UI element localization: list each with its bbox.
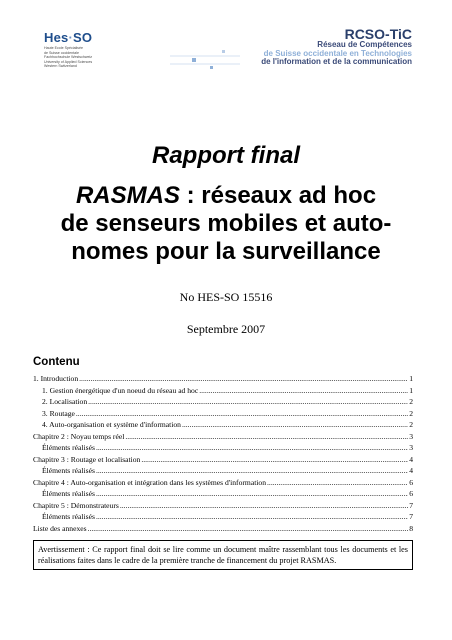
toc-dot-leader	[79, 374, 408, 383]
toc-entry-title: Éléments réalisés	[42, 512, 95, 521]
toc-entry[interactable]	[33, 466, 413, 478]
toc-dot-leader	[96, 466, 408, 475]
toc-dot-leader	[120, 501, 408, 510]
rcso-tic-line-2: de Suisse occidentale en Technologies	[263, 48, 412, 58]
toc-entry-title: Chapitre 4 : Auto-organisation et intégration dans les systèmes d'information	[33, 477, 267, 487]
toc-entry-title: Liste des annexes	[33, 523, 87, 533]
notice-box: Avertissement : Ce rapport final doit se lire comme un document maître rassemblant tous les documents et les réalisations faites dans le cadre de la première tranche de financement du projet RASMAS.	[33, 540, 413, 570]
toc-entry-page: 3	[409, 443, 413, 452]
toc-entry-page: 7	[409, 512, 413, 521]
toc-dot-leader	[267, 478, 408, 487]
toc-entry[interactable]	[33, 455, 413, 467]
toc-entry-title: 1. Gestion énergétique d'un noeud du réseau ad hoc	[42, 385, 199, 395]
toc-dot-leader	[182, 420, 408, 429]
toc-entry-page: 1	[409, 385, 413, 395]
toc-heading: Contenu	[33, 356, 80, 368]
toc-entry-title: Éléments réalisés	[42, 466, 95, 475]
table-of-contents	[33, 374, 413, 535]
toc-entry-title: 4. Auto-organisation et système d'information	[42, 420, 181, 429]
toc-entry-title: 2. Localisation	[42, 397, 88, 406]
toc-entry-title: Chapitre 5 : Démonstrateurs	[33, 500, 119, 510]
toc-entry[interactable]	[33, 397, 413, 409]
toc-entry[interactable]	[33, 432, 413, 444]
toc-dot-leader	[88, 524, 409, 533]
toc-entry[interactable]	[33, 443, 413, 455]
toc-entry-page: 8	[409, 523, 413, 533]
toc-dot-leader	[96, 512, 408, 521]
toc-entry[interactable]	[33, 478, 413, 490]
rcso-tic-logo	[202, 27, 412, 67]
toc-entry-page: 2	[409, 408, 413, 418]
toc-entry-page: 1	[409, 374, 413, 383]
toc-entry[interactable]	[33, 374, 413, 386]
toc-entry[interactable]	[33, 501, 413, 513]
toc-entry-page: 4	[409, 466, 413, 475]
hes-so-tagline: Haute Ecole Spécialisée de Suisse occidentale Fachhochschule Westschweiz University of Applied Sciences Western Switzerland	[44, 46, 93, 69]
rcso-tic-line-1: Réseau de Compétences	[317, 40, 412, 49]
toc-dot-leader	[199, 386, 408, 395]
toc-entry-page: 6	[409, 489, 413, 498]
toc-entry-page: 4	[409, 454, 413, 464]
toc-entry-page: 2	[409, 397, 413, 406]
title-subtitle: RASMAS : réseaux ad hoc de senseurs mobiles et auto- nomes pour la surveillance	[60, 182, 392, 265]
document-title	[0, 142, 452, 266]
rcso-tic-line-3: de l'information et de la communication	[261, 57, 412, 66]
project-number: No HES-SO 15516	[179, 290, 273, 304]
title-main: Rapport final	[152, 142, 300, 169]
toc-entry-title: 1. Introduction	[33, 374, 79, 383]
toc-entry[interactable]	[33, 524, 413, 536]
toc-entry-title: Chapitre 2 : Noyau temps réel	[33, 431, 125, 441]
hes-so-wordmark: Hes·SO	[44, 30, 93, 45]
toc-entry[interactable]	[33, 409, 413, 421]
toc-entry-title: 3. Routage	[42, 408, 75, 418]
toc-entry[interactable]	[33, 489, 413, 501]
toc-dot-leader	[141, 455, 408, 464]
toc-entry[interactable]	[33, 420, 413, 432]
toc-dot-leader	[96, 443, 408, 452]
toc-entry-title: Éléments réalisés	[42, 489, 95, 498]
toc-entry-page: 7	[409, 500, 413, 510]
toc-entry-page: 3	[409, 431, 413, 441]
toc-entry-title: Chapitre 3 : Routage et localisation	[33, 454, 141, 464]
hes-so-logo	[44, 30, 124, 69]
toc-entry-page: 2	[409, 420, 413, 429]
rcso-tic-title: RCSO-TiC	[344, 26, 412, 42]
toc-entry-title: Éléments réalisés	[42, 443, 95, 452]
toc-entry[interactable]	[33, 512, 413, 524]
toc-dot-leader	[96, 489, 408, 498]
report-date: Septembre 2007	[186, 322, 266, 336]
toc-dot-leader	[88, 397, 408, 406]
toc-entry[interactable]	[33, 386, 413, 398]
toc-dot-leader	[125, 432, 408, 441]
toc-dot-leader	[76, 409, 408, 418]
toc-entry-page: 6	[409, 477, 413, 487]
